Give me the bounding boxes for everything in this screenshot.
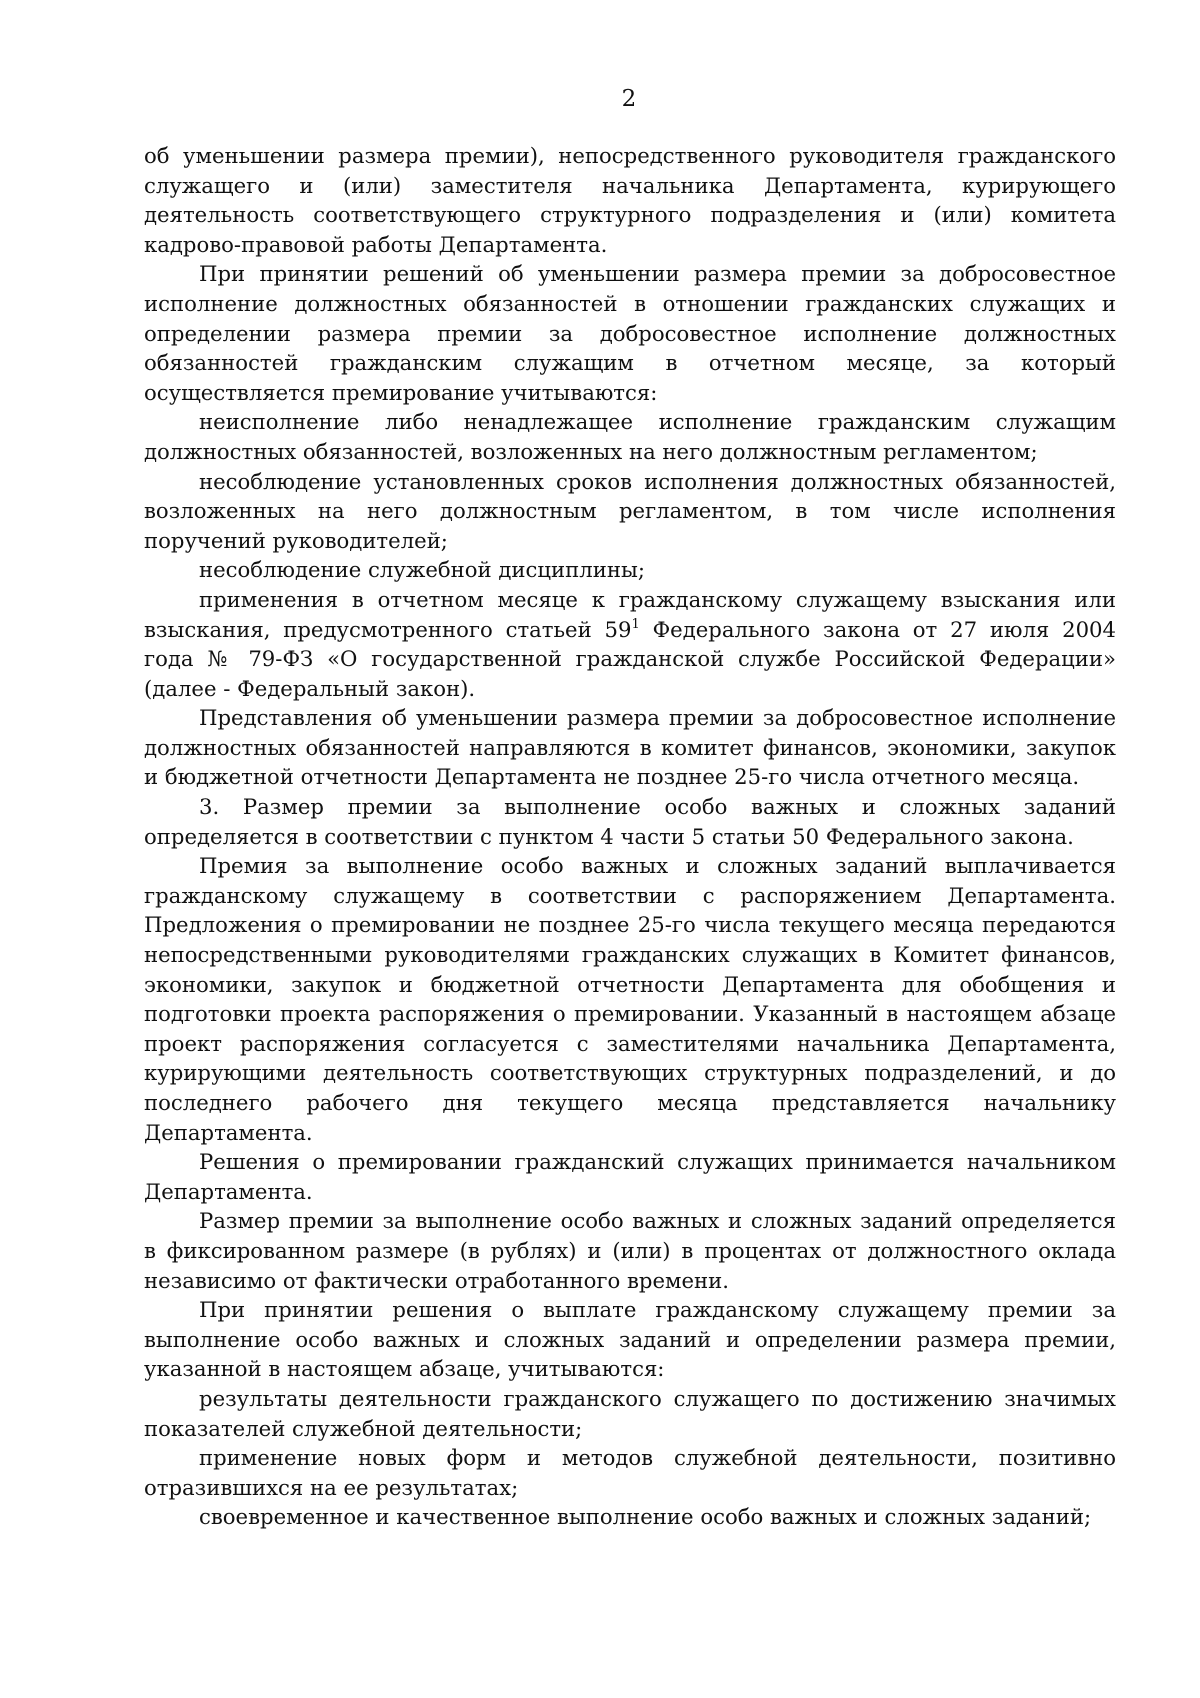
- paragraph-decisions: Решения о премировании гражданский служащих принимается начальником Департамента.: [144, 1149, 1116, 1204]
- penalty-text-after: Федерального закона от 27 июля 2004 года № 79-ФЗ «О государственной гражданской службе Российской Федерации» (далее - Федеральный закон).: [144, 616, 1117, 701]
- paragraph-bonus-criteria: При принятии решения о выплате гражданскому служащему премии за выполнение особо важных и сложных заданий и определении размера премии, указанной в настоящем абзаце, учитываются:: [144, 1297, 1116, 1382]
- document-body: [144, 141, 1116, 1532]
- paragraph-section-3: 3. Размер премии за выполнение особо важных и сложных заданий определяется в соответствии с пунктом 4 части 5 статьи 50 Федерального закона.: [144, 794, 1116, 849]
- list-item-results: результаты деятельности гражданского служащего по достижению значимых показателей служебной деятельности;: [144, 1385, 1116, 1441]
- page-number: 2: [621, 86, 637, 112]
- list-item-nonperformance: неисполнение либо ненадлежащее исполнение гражданским служащим должностных обязанностей, возложенных на него должностным регламентом;: [144, 409, 1116, 464]
- list-item-penalty: [144, 585, 1116, 703]
- paragraph-bonus-amount: Размер премии за выполнение особо важных и сложных заданий определяется в фиксированном размере (в рублях) и (или) в процентах от должностного оклада независимо от фактически отработанного времени.: [144, 1208, 1116, 1293]
- paragraph-bonus-payment: Премия за выполнение особо важных и сложных заданий выплачивается гражданскому служащему в соответствии с распоряжением Департамента. Предложения о премировании не позднее 25-го числа текущего месяца передаются непосредственными руководителями гражданских служащих в Комитет финансов, экономики, закупок и бюджетной отчетности Департамента для обобщения и подготовки проекта распоряжения о премировании. Указанный в настоящем абзаце проект распоряжения согласуется с заместителями начальника Департамента, курирующими деятельность соответствующих структурных подразделений, и до последнего рабочего дня текущего месяца представляется начальнику Департамента.: [144, 853, 1116, 1145]
- list-item-timely-execution: своевременное и качественное выполнение особо важных и сложных заданий;: [199, 1504, 1092, 1530]
- article-superscript: 1: [631, 616, 640, 632]
- list-item-discipline: несоблюдение служебной дисциплины;: [199, 557, 645, 583]
- paragraph-reduction-criteria: При принятии решений об уменьшении размера премии за добросовестное исполнение должностных обязанностей в отношении гражданских служащих и определении размера премии за добросовестное исполнение должностных обязанностей гражданским служащим в отчетном месяце, за который осуществляется премирование учитываются:: [144, 261, 1116, 405]
- paragraph-continuation: об уменьшении размера премии), непосредственного руководителя гражданского служащего и (или) заместителя начальника Департамента, курирующего деятельность соответствующего структурного подразделения и (или) комитета кадрово-правовой работы Департамента.: [144, 143, 1116, 257]
- list-item-deadlines: несоблюдение установленных сроков исполнения должностных обязанностей, возложенных на него должностным регламентом, в том числе исполнения поручений руководителей;: [144, 468, 1116, 553]
- penalty-text-before: применения в отчетном месяце к гражданскому служащему взыскания или взыскания, предусмотренного статьей 59: [144, 586, 1116, 642]
- list-item-new-methods: применение новых форм и методов служебной деятельности, позитивно отразившихся на ее результатах;: [144, 1445, 1116, 1500]
- paragraph-submissions: Представления об уменьшении размера премии за добросовестное исполнение должностных обязанностей направляются в комитет финансов, экономики, закупок и бюджетной отчетности Департамента не позднее 25-го числа отчетного месяца.: [144, 705, 1116, 790]
